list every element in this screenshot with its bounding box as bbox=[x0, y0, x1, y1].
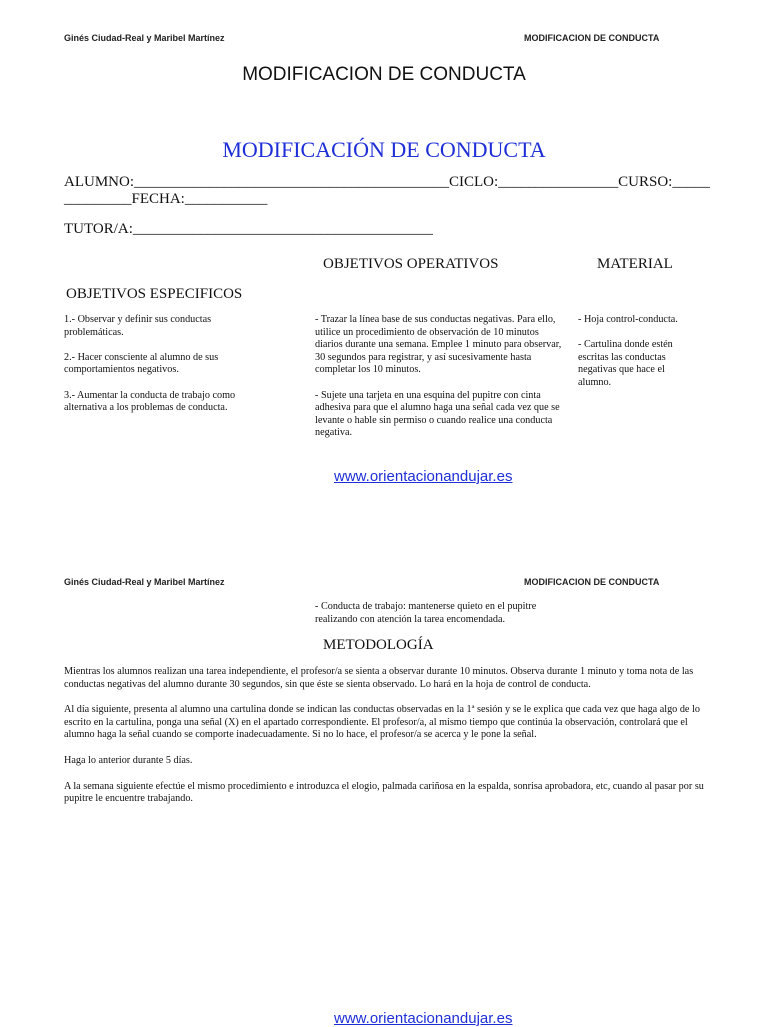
especifico-item: 1.- Observar y definir sus conductas problemáticas. bbox=[64, 314, 212, 338]
especifico-item: 2.- Hacer consciente al alumno de sus comportamientos negativos. bbox=[64, 351, 219, 376]
page2-header-author: Ginés Ciudad-Real y Maribel Martínez bbox=[64, 577, 225, 587]
page1-footer-link[interactable]: www.orientacionandujar.es bbox=[334, 468, 513, 485]
metodologia-paragraph: Mientras los alumnos realizan una tarea independiente, el profesor/a se sienta a observar durante 10 minutos. Observa durante 1 minuto y toma nota de las conductas negativas del alumno durante 30 segundos, sin que éste se sienta observado. Lo hará en la hoja de control de conducta. bbox=[64, 666, 694, 690]
form-line-tutor: TUTOR/A:________________________________________ bbox=[64, 221, 433, 237]
metodologia-title: METODOLOGÍA bbox=[323, 637, 434, 653]
form-line-fecha: _________FECHA:___________ bbox=[64, 191, 268, 207]
metodologia-paragraph: Haga lo anterior durante 5 días. bbox=[64, 754, 193, 766]
operativos-list bbox=[315, 314, 569, 440]
metodologia-paragraph: Al día siguiente, presenta al alumno una cartulina donde se indican las conductas observadas en la 1ª sesión y se le explica que cada vez que haga algo de lo escrito en la cartulina, ponga una señal (X) en el apartado correspondiente. El profesor/a, al mismo tiempo que continúa la observación, controlará que el alumno haga la señal cuando se comporte inadecuadamente. Si no lo hace, el profesor/a se acerca y le pone la señal. bbox=[64, 704, 700, 741]
page1-main-title: MODIFICACION DE CONDUCTA bbox=[242, 64, 526, 85]
metodologia-body bbox=[64, 666, 704, 819]
material-item: - Hoja control-conducta. bbox=[578, 314, 678, 325]
especificos-list bbox=[64, 314, 239, 415]
operativo-item: - Trazar la línea base de sus conductas negativas. Para ello, utilice un procedimiento de observación de 10 minutos diarios durante una semana. Emplee 1 minuto para observar, 30 segundos para registrar, y así sucesivamente hasta completar los 10 minutos. bbox=[315, 314, 562, 376]
page1-header-author: Ginés Ciudad-Real y Maribel Martínez bbox=[64, 33, 225, 43]
page2-header-title: MODIFICACION DE CONDUCTA bbox=[524, 577, 660, 587]
material-item: - Cartulina donde estén escritas las conductas negativas que hace el alumno. bbox=[578, 339, 673, 388]
especifico-item: 3.- Aumentar la conducta de trabajo como alternativa a los problemas de conducta. bbox=[64, 389, 236, 414]
operativo-item: - Sujete una tarjeta en una esquina del pupitre con cinta adhesiva para que el alumno haga una señal cada vez que se levante o hable sin permiso o cuando realice una conducta negativa. bbox=[315, 389, 560, 439]
page1-header-title: MODIFICACION DE CONDUCTA bbox=[524, 33, 660, 43]
form-title: MODIFICACIÓN DE CONDUCTA bbox=[222, 137, 546, 162]
operativo-continued: - Conducta de trabajo: mantenerse quieto en el pupitre realizando con atención la tarea encomendada. bbox=[315, 601, 537, 625]
column-header-especificos: OBJETIVOS ESPECIFICOS bbox=[66, 286, 243, 302]
page2-footer-link[interactable]: www.orientacionandujar.es bbox=[334, 1010, 513, 1027]
material-list bbox=[578, 314, 688, 390]
form-line-alumno: ALUMNO:__________________________________________CICLO:________________CURSO:_____ bbox=[64, 174, 710, 190]
column-header-operativos: OBJETIVOS OPERATIVOS bbox=[323, 256, 499, 272]
metodologia-paragraph: A la semana siguiente efectúe el mismo procedimiento e introduzca el elogio, palmada cariñosa en la espalda, sonrisa aprobadora, etc, cuando al pasar por su pupitre le encuentre trabajando. bbox=[64, 780, 704, 805]
column-header-material: MATERIAL bbox=[597, 256, 673, 272]
